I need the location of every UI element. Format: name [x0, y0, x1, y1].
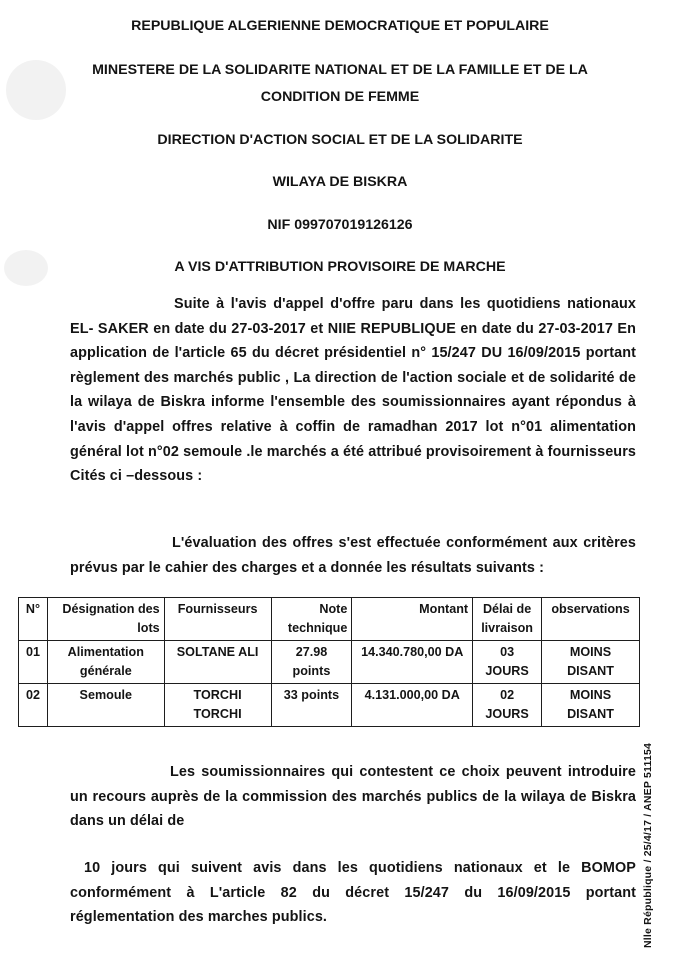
- cell-observations: MOINS DISANT: [542, 641, 640, 684]
- publication-reference: Nlle République / 25/4/17 / ANEP 511154: [642, 742, 654, 948]
- direction-header: DIRECTION D'ACTION SOCIAL ET DE LA SOLIDARITE: [157, 132, 523, 148]
- cell-amount: 4.131.000,00 DA: [352, 684, 473, 727]
- scan-smudge: [6, 60, 66, 120]
- appeal-paragraph: [70, 760, 636, 834]
- col-header-score: Note technique: [271, 598, 352, 641]
- ministry-header-line2: CONDITION DE FEMME: [260, 89, 420, 105]
- deadline-paragraph: [70, 856, 636, 930]
- deadline-text: 10 jours qui suivent avis dans les quotidiens nationaux et le BOMOP conformément à L'article 82 du décret 15/247 du 16/09/2015 portant réglementation des marches publics.: [70, 860, 636, 926]
- cell-delay: 02 JOURS: [473, 684, 542, 727]
- cell-supplier: SOLTANE ALI: [164, 641, 271, 684]
- republic-header: REPUBLIQUE ALGERIENNE DEMOCRATIQUE ET POPULAIRE: [131, 18, 549, 34]
- cell-designation: Semoule: [47, 684, 164, 727]
- cell-score: 33 points: [271, 684, 352, 727]
- scan-smudge: [4, 250, 48, 286]
- cell-num: 02: [19, 684, 48, 727]
- table-header-row: [19, 598, 640, 641]
- col-header-observations: observations: [542, 598, 640, 641]
- col-header-amount: Montant: [352, 598, 473, 641]
- intro-paragraph: [70, 292, 636, 489]
- cell-amount: 14.340.780,00 DA: [352, 641, 473, 684]
- appeal-text: Les soumissionnaires qui contestent ce choix peuvent introduire un recours auprès de la commission des marchés publics de la wilaya de Biskra dans un délai de: [70, 764, 636, 830]
- cell-observations: MOINS DISANT: [542, 684, 640, 727]
- table-row: [19, 641, 640, 684]
- col-header-designation: Désignation des lots: [47, 598, 164, 641]
- cell-score: 27.98 points: [271, 641, 352, 684]
- table-row: [19, 684, 640, 727]
- cell-supplier: TORCHI TORCHI: [164, 684, 271, 727]
- col-header-delay: Délai de livraison: [473, 598, 542, 641]
- cell-delay: 03 JOURS: [473, 641, 542, 684]
- col-header-num: N°: [19, 598, 48, 641]
- wilaya-header: WILAYA DE BISKRA: [272, 174, 408, 190]
- col-header-supplier: Fournisseurs: [164, 598, 271, 641]
- intro-text: Suite à l'avis d'appel d'offre paru dans les quotidiens nationaux EL- SAKER en date du 27-03-2017 et NIIE REPUBLIQUE en date du 27-03-2017 En application de l'article 65 du décret présidentiel n° 15/247 DU 16/09/2015 portant règlement des marchés public , La direction de l'action sociale et de solidarité de la wilaya de Biskra informe l'ensemble des soumissionnaires ayant répondus à l'avis d'appel offres relative à coffin de ramadhan 2017 lot n°01 alimentation général lot n°02 semoule .le marchés a été attribué provisoirement à fournisseurs Cités ci –dessous :: [70, 296, 636, 485]
- nif-header: NIF 099707019126126: [267, 217, 413, 233]
- document-title: A VIS D'ATTRIBUTION PROVISOIRE DE MARCHE: [174, 259, 506, 275]
- cell-designation: Alimentation générale: [47, 641, 164, 684]
- evaluation-paragraph: [70, 531, 636, 580]
- ministry-header-line1: MINESTERE DE LA SOLIDARITE NATIONAL ET DE LA FAMILLE ET DE LA: [92, 62, 588, 78]
- cell-num: 01: [19, 641, 48, 684]
- evaluation-text: L'évaluation des offres s'est effectuée conformément aux critères prévus par le cahier des charges et a donnée les résultats suivants :: [70, 535, 636, 576]
- results-table: [18, 597, 640, 727]
